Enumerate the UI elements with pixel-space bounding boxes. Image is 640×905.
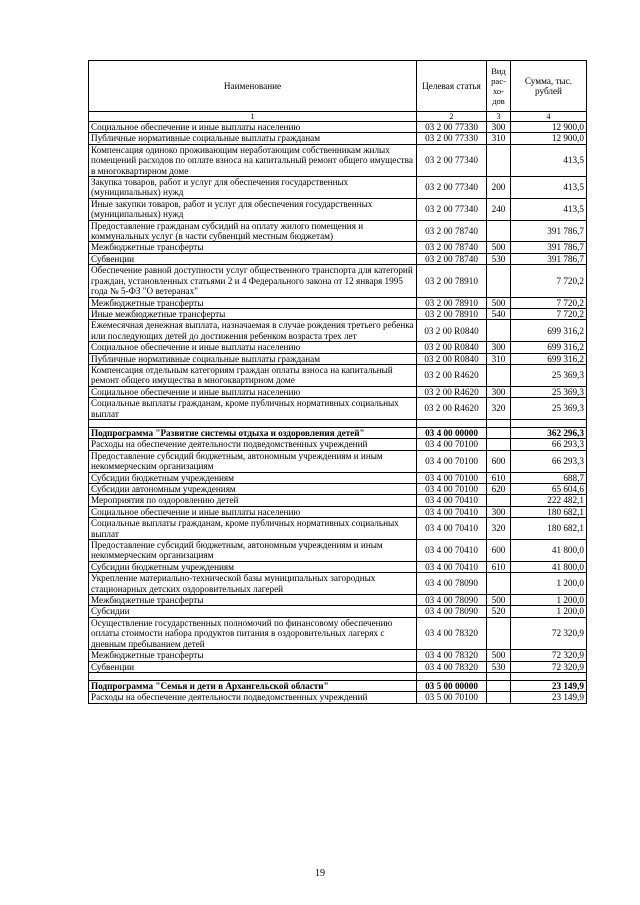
type-cell: 300: [487, 386, 511, 397]
sum-cell: 688,7: [511, 472, 587, 483]
sum-cell: 1 200,0: [511, 595, 587, 606]
header-name: Наименование: [89, 61, 417, 112]
type-cell: 320: [487, 518, 511, 540]
type-cell: 600: [487, 540, 511, 562]
code-cell: 03 4 00 70410: [417, 561, 487, 572]
table-row: [89, 472, 587, 483]
table-row: [89, 386, 587, 397]
table-row: [89, 573, 587, 595]
type-cell: 620: [487, 484, 511, 495]
code-cell: 03 4 00 78320: [417, 650, 487, 661]
type-cell: [487, 495, 511, 506]
type-cell: 500: [487, 595, 511, 606]
sum-cell: 391 786,7: [511, 242, 587, 253]
code-cell: 03 2 00 78740: [417, 253, 487, 264]
sum-cell: 66 293,3: [511, 439, 587, 450]
type-cell: [487, 364, 511, 386]
name-cell: Социальное обеспечение и иные выплаты населению: [89, 506, 417, 517]
sum-cell: 391 786,7: [511, 253, 587, 264]
name-cell: Расходы на обеспечение деятельности подведомственных учреждений: [89, 439, 417, 450]
sum-cell: 699 316,2: [511, 342, 587, 353]
name-cell: Ежемесячная денежная выплата, назначаемая в случае рождения третьего ребенка или последующих детей до достижения ребенком возраста трех лет: [89, 320, 417, 342]
column-number: 3: [487, 112, 511, 122]
code-cell: 03 2 00 78910: [417, 308, 487, 319]
sum-cell: 413,5: [511, 144, 587, 176]
sum-cell: 65 604,6: [511, 484, 587, 495]
sum-cell: 23 149,9: [511, 692, 587, 703]
table-row: [89, 606, 587, 617]
name-cell: Социальные выплаты гражданам, кроме публичных нормативных социальных выплат: [89, 518, 417, 540]
code-cell: 03 2 00 R0840: [417, 342, 487, 353]
spacer-row: [89, 672, 587, 680]
sum-cell: 25 369,3: [511, 364, 587, 386]
column-number: 2: [417, 112, 487, 122]
name-cell: Социальное обеспечение и иные выплаты населению: [89, 342, 417, 353]
sum-cell: 7 720,2: [511, 308, 587, 319]
type-cell: 610: [487, 472, 511, 483]
name-cell: Субвенции: [89, 661, 417, 672]
type-cell: 240: [487, 198, 511, 220]
table-row: [89, 692, 587, 703]
table-row: [89, 561, 587, 572]
name-cell: Подпрограмма "Семья и дети в Архангельской области": [89, 680, 417, 691]
sum-cell: 41 800,0: [511, 561, 587, 572]
name-cell: Иные закупки товаров, работ и услуг для обеспечения государственных (муниципальных) нужд: [89, 198, 417, 220]
code-cell: 03 2 00 78740: [417, 242, 487, 253]
type-cell: 600: [487, 450, 511, 472]
budget-table: [88, 60, 587, 704]
type-cell: 530: [487, 661, 511, 672]
sum-cell: 72 320,9: [511, 617, 587, 649]
name-cell: Субсидии автономным учреждениям: [89, 484, 417, 495]
spacer-cell: [511, 672, 587, 680]
table-row: [89, 484, 587, 495]
table-row: [89, 650, 587, 661]
sum-cell: 413,5: [511, 198, 587, 220]
code-cell: 03 4 00 70100: [417, 439, 487, 450]
name-cell: Иные межбюджетные трансферты: [89, 308, 417, 319]
type-cell: [487, 220, 511, 242]
type-cell: [487, 680, 511, 691]
type-cell: [487, 439, 511, 450]
type-cell: 500: [487, 650, 511, 661]
name-cell: Межбюджетные трансферты: [89, 297, 417, 308]
table-row: [89, 540, 587, 562]
code-cell: 03 4 00 78090: [417, 606, 487, 617]
code-cell: 03 4 00 78090: [417, 595, 487, 606]
name-cell: Публичные нормативные социальные выплаты гражданам: [89, 133, 417, 144]
name-cell: Межбюджетные трансферты: [89, 242, 417, 253]
page-number: 19: [315, 868, 325, 879]
table-row: [89, 122, 587, 133]
code-cell: 03 4 00 70410: [417, 518, 487, 540]
code-cell: 03 4 00 70100: [417, 450, 487, 472]
table-row: [89, 617, 587, 649]
sum-cell: 12 900,0: [511, 122, 587, 133]
type-cell: [487, 427, 511, 438]
type-cell: 310: [487, 353, 511, 364]
code-cell: 03 4 00 78320: [417, 617, 487, 649]
name-cell: Субсидии: [89, 606, 417, 617]
type-cell: 530: [487, 253, 511, 264]
name-cell: Обеспечение равной доступности услуг общественного транспорта для категорий граждан, установленных статьями 2 и 4 Федерального закона от 12 января 1995 года № 5-ФЗ "О ветеранах": [89, 265, 417, 297]
subprogram-row: [89, 427, 587, 438]
column-number: 1: [89, 112, 417, 122]
type-cell: [487, 617, 511, 649]
name-cell: Социальное обеспечение и иные выплаты населению: [89, 122, 417, 133]
table-row: [89, 320, 587, 342]
sum-cell: 391 786,7: [511, 220, 587, 242]
sum-cell: 1 200,0: [511, 606, 587, 617]
code-cell: 03 2 00 R0840: [417, 353, 487, 364]
sum-cell: 7 720,2: [511, 297, 587, 308]
table-row: [89, 450, 587, 472]
name-cell: Компенсация одиноко проживающим неработающим собственникам жилых помещений расходов по оплате взноса на капитальный ремонт общего имущества в многоквартирном доме: [89, 144, 417, 176]
type-cell: 500: [487, 297, 511, 308]
code-cell: 03 5 00 70100: [417, 692, 487, 703]
sum-cell: 699 316,2: [511, 353, 587, 364]
sum-cell: 25 369,3: [511, 386, 587, 397]
type-cell: 300: [487, 122, 511, 133]
code-cell: 03 4 00 78320: [417, 661, 487, 672]
code-cell: 03 2 00 78910: [417, 297, 487, 308]
sum-cell: 41 800,0: [511, 540, 587, 562]
header-type: Вид рас-хо-дов: [487, 61, 511, 112]
sum-cell: 362 296,3: [511, 427, 587, 438]
spacer-cell: [417, 672, 487, 680]
type-cell: 300: [487, 342, 511, 353]
name-cell: Подпрограмма "Развитие системы отдыха и оздоровления детей": [89, 427, 417, 438]
table-header-row: [89, 61, 587, 112]
table-row: [89, 308, 587, 319]
code-cell: 03 4 00 78090: [417, 573, 487, 595]
table-row: [89, 144, 587, 176]
spacer-cell: [487, 419, 511, 427]
code-cell: 03 4 00 70410: [417, 495, 487, 506]
table-row: [89, 364, 587, 386]
type-cell: [487, 144, 511, 176]
table-row: [89, 177, 587, 199]
document-page: [88, 60, 586, 704]
type-cell: [487, 692, 511, 703]
name-cell: Мероприятия по оздоровлению детей: [89, 495, 417, 506]
code-cell: 03 4 00 70410: [417, 506, 487, 517]
spacer-cell: [89, 672, 417, 680]
name-cell: Укрепление материально-технической базы муниципальных загородных стационарных детских оздоровительных лагерей: [89, 573, 417, 595]
name-cell: Предоставление субсидий бюджетным, автономным учреждениям и иным некоммерческим организациям: [89, 540, 417, 562]
sum-cell: 12 900,0: [511, 133, 587, 144]
table-row: [89, 439, 587, 450]
table-row: [89, 398, 587, 420]
sum-cell: 72 320,9: [511, 650, 587, 661]
code-cell: 03 2 00 77330: [417, 122, 487, 133]
code-cell: 03 2 00 R4620: [417, 364, 487, 386]
table-row: [89, 518, 587, 540]
code-cell: 03 2 00 77330: [417, 133, 487, 144]
code-cell: 03 5 00 00000: [417, 680, 487, 691]
name-cell: Субсидии бюджетным учреждениям: [89, 472, 417, 483]
name-cell: Предоставление гражданам субсидий на оплату жилого помещения и коммунальных услуг (в части субвенций местным бюджетам): [89, 220, 417, 242]
type-cell: 540: [487, 308, 511, 319]
table-row: [89, 506, 587, 517]
spacer-row: [89, 419, 587, 427]
code-cell: 03 2 00 R4620: [417, 386, 487, 397]
sum-cell: 66 293,3: [511, 450, 587, 472]
name-cell: Социальные выплаты гражданам, кроме публичных нормативных социальных выплат: [89, 398, 417, 420]
spacer-cell: [487, 672, 511, 680]
name-cell: Расходы на обеспечение деятельности подведомственных учреждений: [89, 692, 417, 703]
code-cell: 03 2 00 78910: [417, 265, 487, 297]
name-cell: Закупка товаров, работ и услуг для обеспечения государственных (муниципальных) нужд: [89, 177, 417, 199]
table-row: [89, 353, 587, 364]
sum-cell: 1 200,0: [511, 573, 587, 595]
code-cell: 03 2 00 R4620: [417, 398, 487, 420]
sum-cell: 180 682,1: [511, 518, 587, 540]
header-sum: Сумма, тыс. рублей: [511, 61, 587, 112]
name-cell: Компенсация отдельным категориям граждан оплаты взноса на капитальный ремонт общего имущества в многоквартирном доме: [89, 364, 417, 386]
sum-cell: 23 149,9: [511, 680, 587, 691]
table-row: [89, 595, 587, 606]
sum-cell: 180 682,1: [511, 506, 587, 517]
type-cell: [487, 573, 511, 595]
name-cell: Публичные нормативные социальные выплаты гражданам: [89, 353, 417, 364]
name-cell: Межбюджетные трансферты: [89, 595, 417, 606]
code-cell: 03 4 00 70100: [417, 472, 487, 483]
type-cell: 500: [487, 242, 511, 253]
table-body: [89, 122, 587, 704]
name-cell: Предоставление субсидий бюджетным, автономным учреждениям и иным некоммерческим организациям: [89, 450, 417, 472]
header-code: Целевая статья: [417, 61, 487, 112]
column-numbers-row: [89, 112, 587, 122]
code-cell: 03 4 00 70100: [417, 484, 487, 495]
table-row: [89, 265, 587, 297]
code-cell: 03 2 00 77340: [417, 198, 487, 220]
type-cell: 310: [487, 133, 511, 144]
type-cell: 610: [487, 561, 511, 572]
table-row: [89, 198, 587, 220]
table-row: [89, 253, 587, 264]
table-row: [89, 220, 587, 242]
code-cell: 03 2 00 77340: [417, 144, 487, 176]
sum-cell: 413,5: [511, 177, 587, 199]
sum-cell: 699 316,2: [511, 320, 587, 342]
type-cell: 520: [487, 606, 511, 617]
code-cell: 03 2 00 77340: [417, 177, 487, 199]
spacer-cell: [89, 419, 417, 427]
type-cell: 300: [487, 506, 511, 517]
type-cell: 200: [487, 177, 511, 199]
table-row: [89, 342, 587, 353]
code-cell: 03 4 00 00000: [417, 427, 487, 438]
name-cell: Межбюджетные трансферты: [89, 650, 417, 661]
table-row: [89, 297, 587, 308]
type-cell: [487, 320, 511, 342]
table-row: [89, 133, 587, 144]
table-row: [89, 495, 587, 506]
sum-cell: 25 369,3: [511, 398, 587, 420]
subprogram-row: [89, 680, 587, 691]
spacer-cell: [511, 419, 587, 427]
type-cell: [487, 265, 511, 297]
table-row: [89, 661, 587, 672]
code-cell: 03 4 00 70410: [417, 540, 487, 562]
code-cell: 03 2 00 R0840: [417, 320, 487, 342]
name-cell: Социальное обеспечение и иные выплаты населению: [89, 386, 417, 397]
sum-cell: 7 720,2: [511, 265, 587, 297]
sum-cell: 222 482,1: [511, 495, 587, 506]
code-cell: 03 2 00 78740: [417, 220, 487, 242]
name-cell: Осуществление государственных полномочий по финансовому обеспечению оплаты стоимости набора продуктов питания в оздоровительных лагерях с дневным пребыванием детей: [89, 617, 417, 649]
name-cell: Субсидии бюджетным учреждениям: [89, 561, 417, 572]
spacer-cell: [417, 419, 487, 427]
sum-cell: 72 320,9: [511, 661, 587, 672]
name-cell: Субвенции: [89, 253, 417, 264]
table-row: [89, 242, 587, 253]
type-cell: 320: [487, 398, 511, 420]
column-number: 4: [511, 112, 587, 122]
